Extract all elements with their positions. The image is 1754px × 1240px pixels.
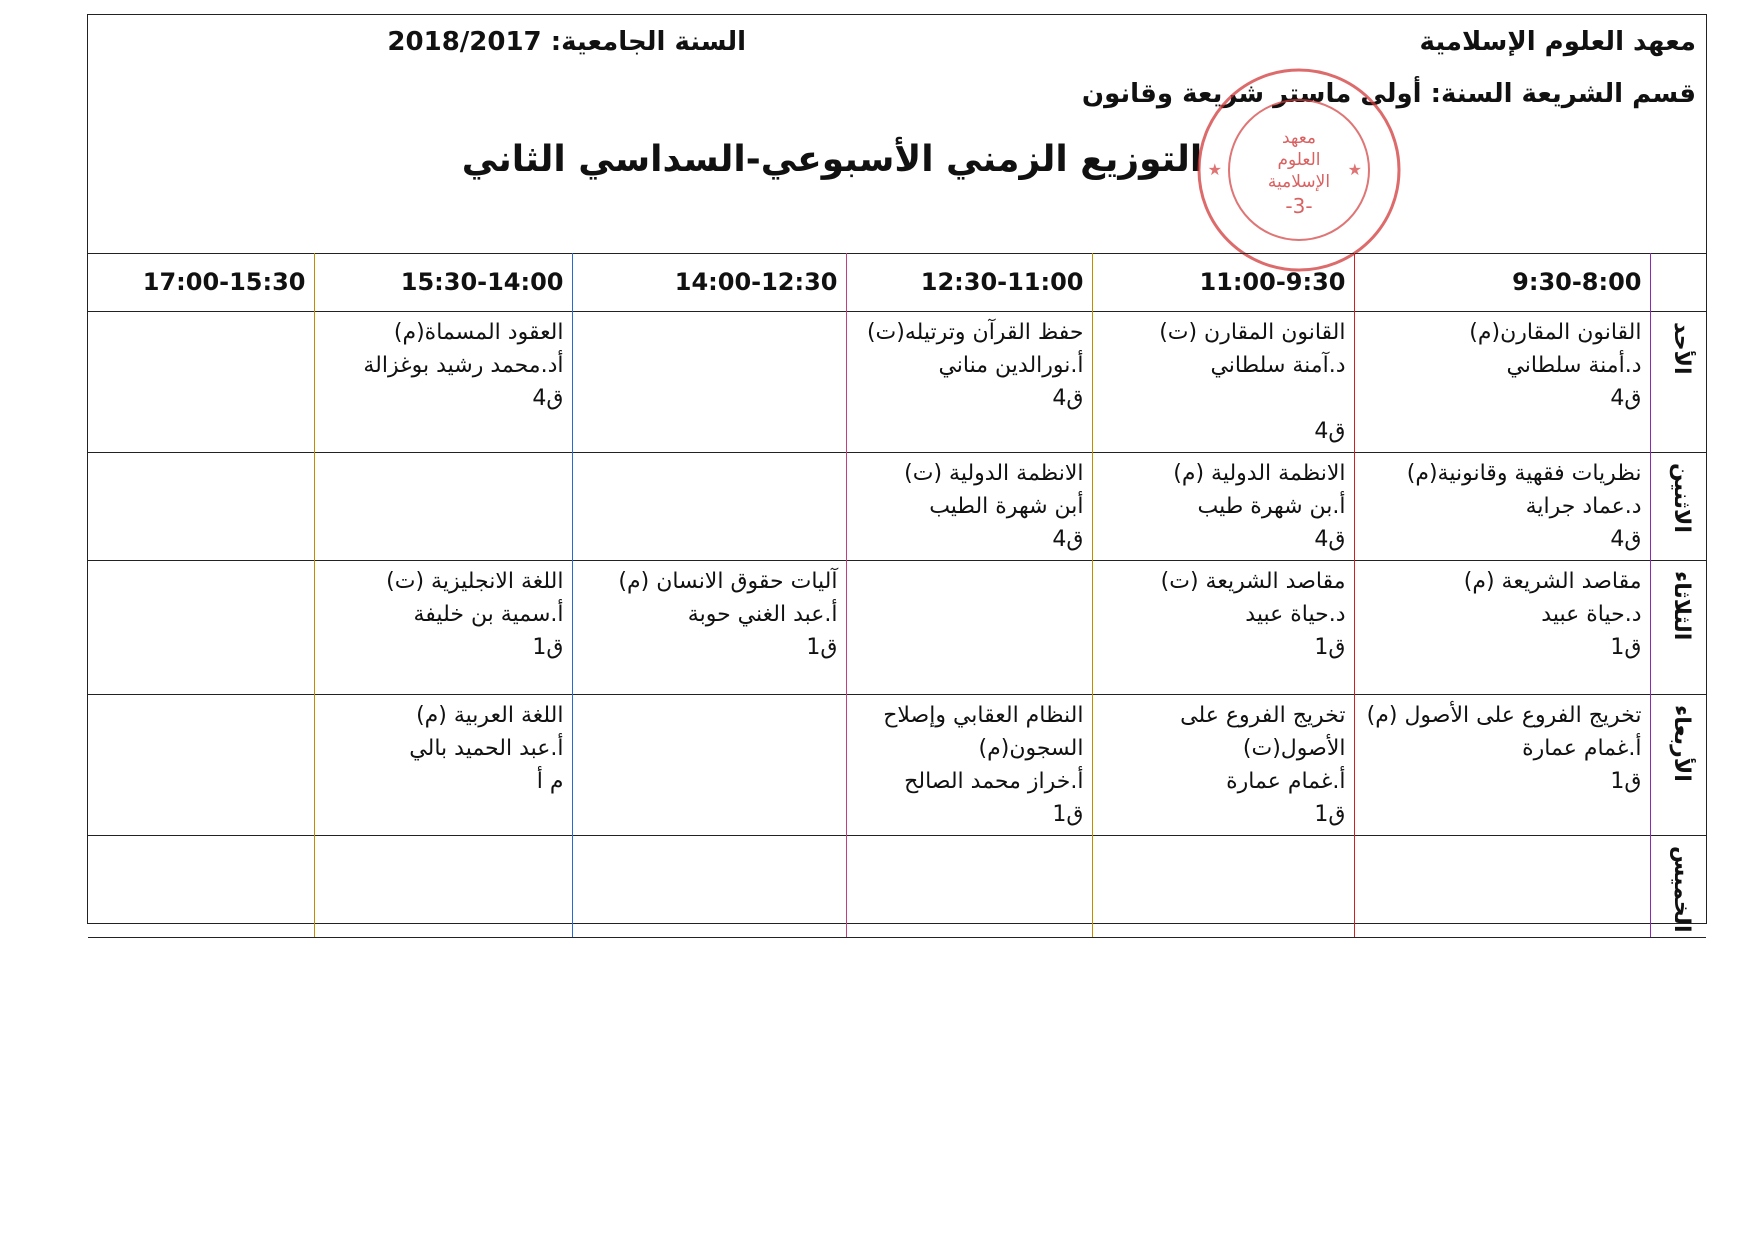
subject: مقاصد الشريعة (ت): [1160, 569, 1346, 594]
day-label: الخميس: [1669, 846, 1694, 933]
teacher: د.حياة عبيد: [1245, 602, 1346, 627]
document-title: التوزيع الزمني الأسبوعي-السداسي الثاني: [461, 139, 1203, 180]
class-cell: [1354, 312, 1650, 453]
room: ق4: [1314, 419, 1346, 444]
subject: اللغة العربية (م): [416, 703, 564, 728]
teacher: أ.عبد الغني حوبة: [687, 602, 838, 627]
class-cell: [1354, 836, 1650, 938]
day-label: الأحد: [1669, 322, 1694, 375]
room: ق4: [1314, 527, 1346, 552]
schedule-page: [87, 14, 1707, 933]
day-label: الاثنين: [1669, 463, 1694, 533]
day-label: الأربعاء: [1669, 705, 1694, 782]
subject: النظام العقابي وإصلاح السجون(م): [883, 703, 1084, 761]
teacher: أ.عبد الحميد بالي: [409, 736, 564, 761]
day-cell: [1650, 695, 1706, 836]
document-header: [88, 15, 1706, 253]
academic-year: السنة الجامعية: 2018/2017: [387, 27, 746, 57]
class-cell: [1092, 561, 1354, 695]
class-cell: [1354, 453, 1650, 561]
class-cell: [572, 561, 846, 695]
subject: حفظ القرآن وترتيله(ت): [866, 320, 1084, 345]
room: ق1: [806, 635, 838, 660]
class-cell: [846, 836, 1092, 938]
day-cell: [1650, 312, 1706, 453]
class-cell: [314, 836, 572, 938]
timeslot-header: 11:00-9:30: [1092, 254, 1354, 312]
svg-text:★: ★: [1347, 160, 1362, 179]
subject: مقاصد الشريعة (م): [1463, 569, 1642, 594]
teacher: أ.نورالدين مناني: [938, 353, 1084, 378]
subject: العقود المسماة(م): [393, 320, 564, 345]
svg-text:الإسلامية: الإسلامية: [1267, 172, 1331, 192]
institute-name: معهد العلوم الإسلامية: [1419, 27, 1696, 57]
class-cell: [1092, 312, 1354, 453]
day-cell: [1650, 561, 1706, 695]
class-cell: [846, 561, 1092, 695]
timeslot-header: 15:30-14:00: [314, 254, 572, 312]
teacher: أبن شهرة الطيب: [929, 494, 1084, 519]
timeslot-header: 14:00-12:30: [572, 254, 846, 312]
subject: آليات حقوق الانسان (م): [618, 569, 838, 594]
day-cell: [1650, 836, 1706, 938]
class-cell: [314, 312, 572, 453]
class-cell: [1092, 836, 1354, 938]
class-cell: [846, 312, 1092, 453]
teacher: أ.غمام عمارة: [1522, 736, 1642, 761]
svg-text:★: ★: [1207, 160, 1222, 179]
class-cell: [314, 695, 572, 836]
department-line: قسم الشريعة السنة: أولى ماستر شريعة وقانون: [1081, 79, 1696, 109]
subject: اللغة الانجليزية (ت): [386, 569, 564, 594]
room: ق1: [1314, 635, 1346, 660]
room: ق4: [1610, 527, 1642, 552]
subject: تخريج الفروع على الأصول (م): [1366, 703, 1642, 728]
class-cell: [88, 561, 314, 695]
room: ق1: [1052, 802, 1084, 827]
class-cell: [88, 453, 314, 561]
room: م أ: [536, 769, 564, 794]
timeslot-header: 17:00-15:30: [88, 254, 314, 312]
teacher: أ.خراز محمد الصالح: [904, 769, 1084, 794]
teacher: د.أمنة سلطاني: [1506, 353, 1642, 378]
room: ق4: [1610, 386, 1642, 411]
room: ق1: [1610, 635, 1642, 660]
class-cell: [88, 836, 314, 938]
class-cell: [1354, 695, 1650, 836]
class-cell: [314, 453, 572, 561]
timetable: [88, 253, 1706, 938]
class-cell: [846, 453, 1092, 561]
room: ق1: [532, 635, 564, 660]
class-cell: [572, 836, 846, 938]
class-cell: [314, 561, 572, 695]
subject: الانظمة الدولية (ت): [904, 461, 1084, 486]
corner-cell: [1650, 254, 1706, 312]
teacher: أ.بن شهرة طيب: [1197, 494, 1346, 519]
official-seal-stamp: [1192, 63, 1406, 277]
teacher: أ.سمية بن خليفة: [413, 602, 564, 627]
class-cell: [1092, 453, 1354, 561]
class-cell: [88, 695, 314, 836]
teacher: د.حياة عبيد: [1541, 602, 1642, 627]
class-cell: [572, 695, 846, 836]
class-cell: [846, 695, 1092, 836]
class-cell: [1354, 561, 1650, 695]
timeslot-header: 12:30-11:00: [846, 254, 1092, 312]
class-cell: [572, 312, 846, 453]
class-cell: [1092, 695, 1354, 836]
svg-text:-3-: -3-: [1285, 194, 1313, 218]
timeslot-header-row: [88, 254, 1706, 312]
timeslot-header: 9:30-8:00: [1354, 254, 1650, 312]
teacher: أد.محمد رشيد بوغزالة: [363, 353, 564, 378]
day-row: [88, 312, 1706, 453]
svg-text:العلوم: العلوم: [1277, 150, 1321, 170]
teacher: أ.غمام عمارة: [1226, 769, 1346, 794]
subject: الانظمة الدولية (م): [1173, 461, 1346, 486]
subject: تخريج الفروع على الأصول(ت): [1180, 703, 1346, 761]
room: ق1: [1314, 802, 1346, 827]
teacher: د.عماد جراية: [1525, 494, 1642, 519]
day-row: [88, 561, 1706, 695]
day-row: [88, 453, 1706, 561]
room: ق4: [1052, 386, 1084, 411]
class-cell: [572, 453, 846, 561]
room: ق4: [1052, 527, 1084, 552]
svg-text:معهد: معهد: [1281, 128, 1317, 148]
day-label: الثلاثاء: [1669, 571, 1694, 641]
day-row: [88, 695, 1706, 836]
subject: القانون المقارن (ت): [1159, 320, 1346, 345]
subject: نظريات فقهية وقانونية(م): [1406, 461, 1642, 486]
class-cell: [88, 312, 314, 453]
room: ق4: [532, 386, 564, 411]
teacher: د.آمنة سلطاني: [1210, 353, 1346, 378]
subject: القانون المقارن(م): [1469, 320, 1642, 345]
day-row: [88, 836, 1706, 938]
room: ق1: [1610, 769, 1642, 794]
day-cell: [1650, 453, 1706, 561]
